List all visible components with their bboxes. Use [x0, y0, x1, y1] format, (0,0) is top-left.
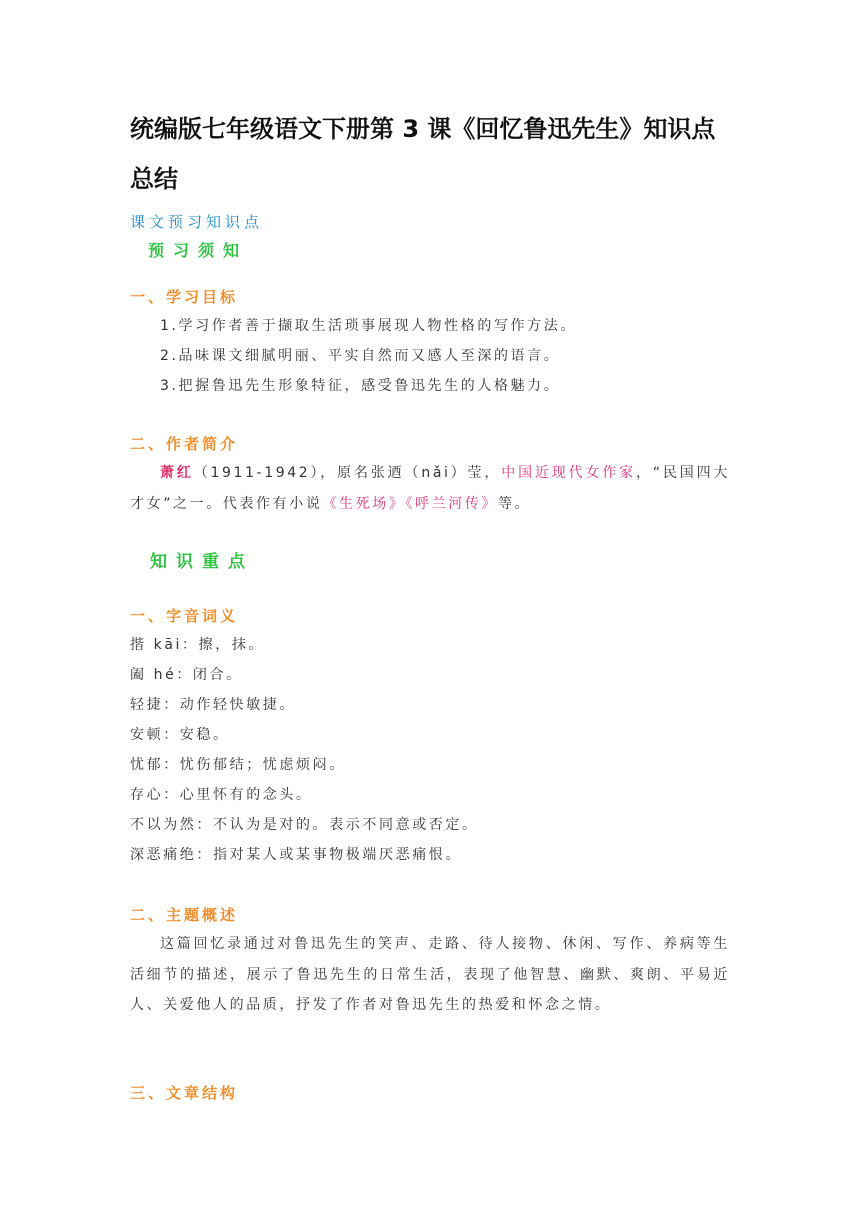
vocab-item: 揩 kāi：擦，抹。: [130, 637, 266, 653]
preview-notice-label: 预习须知: [148, 241, 249, 260]
page-title: 统编版七年级语文下册第 3 课《回忆鲁迅先生》知识点总结: [130, 115, 716, 193]
vocab-item: 安顿：安稳。: [130, 727, 230, 743]
vocab-item: 轻捷：动作轻快敏捷。: [130, 697, 296, 713]
author-text-2: ，“民国四大才女”之一。代表作有小说: [130, 465, 731, 512]
goals-heading: 一、学习目标: [130, 288, 239, 306]
author-text-1: （1911-1942），原名张迺（nǎi）莹，: [193, 465, 502, 481]
author-heading: 二、作者简介: [130, 435, 239, 453]
vocab-item: 阖 hé：闭合。: [130, 667, 243, 683]
key-points-label: 知识重点: [150, 552, 254, 572]
vocab-heading: 一、字音词义: [130, 607, 239, 625]
goal-item: 2.品味课文细腻明丽、平实自然而又感人至深的语言。: [160, 348, 561, 364]
author-work-2: 《呼兰河传》: [405, 495, 499, 512]
goals-list: [160, 311, 577, 401]
theme-paragraph: 这篇回忆录通过对鲁迅先生的笑声、走路、待人接物、休闲、写作、养病等生活细节的描述，展示了鲁迅先生的日常生活，表现了他智慧、幽默、爽朗、平易近人、关爱他人的品质，抒发了作者对鲁迅先生的热爱和怀念之情。: [130, 936, 730, 1013]
goal-item: 3.把握鲁迅先生形象特征，感受鲁迅先生的人格魅力。: [160, 378, 561, 394]
preview-section-label: 课文预习知识点: [130, 213, 264, 231]
vocab-list: [130, 630, 479, 870]
author-work-1: 《生死场》: [322, 495, 406, 512]
author-identity: 中国近现代女作家: [501, 465, 636, 481]
theme-heading: 二、主题概述: [130, 906, 239, 924]
vocab-item: 存心：心里怀有的念头。: [130, 787, 313, 803]
goal-item: 1.学习作者善于撷取生活琐事展现人物性格的写作方法。: [160, 318, 577, 334]
vocab-item: 深恶痛绝：指对某人或某事物极端厌恶痛恨。: [130, 847, 462, 863]
structure-heading: 三、文章结构: [130, 1084, 239, 1102]
vocab-item: 忧郁：忧伤郁结；忧虑烦闷。: [130, 757, 346, 773]
author-name: 萧红: [160, 465, 194, 481]
vocab-item: 不以为然：不认为是对的。表示不同意或否定。: [130, 817, 479, 833]
author-paragraph: [130, 458, 730, 519]
author-text-3: 等。: [498, 495, 532, 512]
